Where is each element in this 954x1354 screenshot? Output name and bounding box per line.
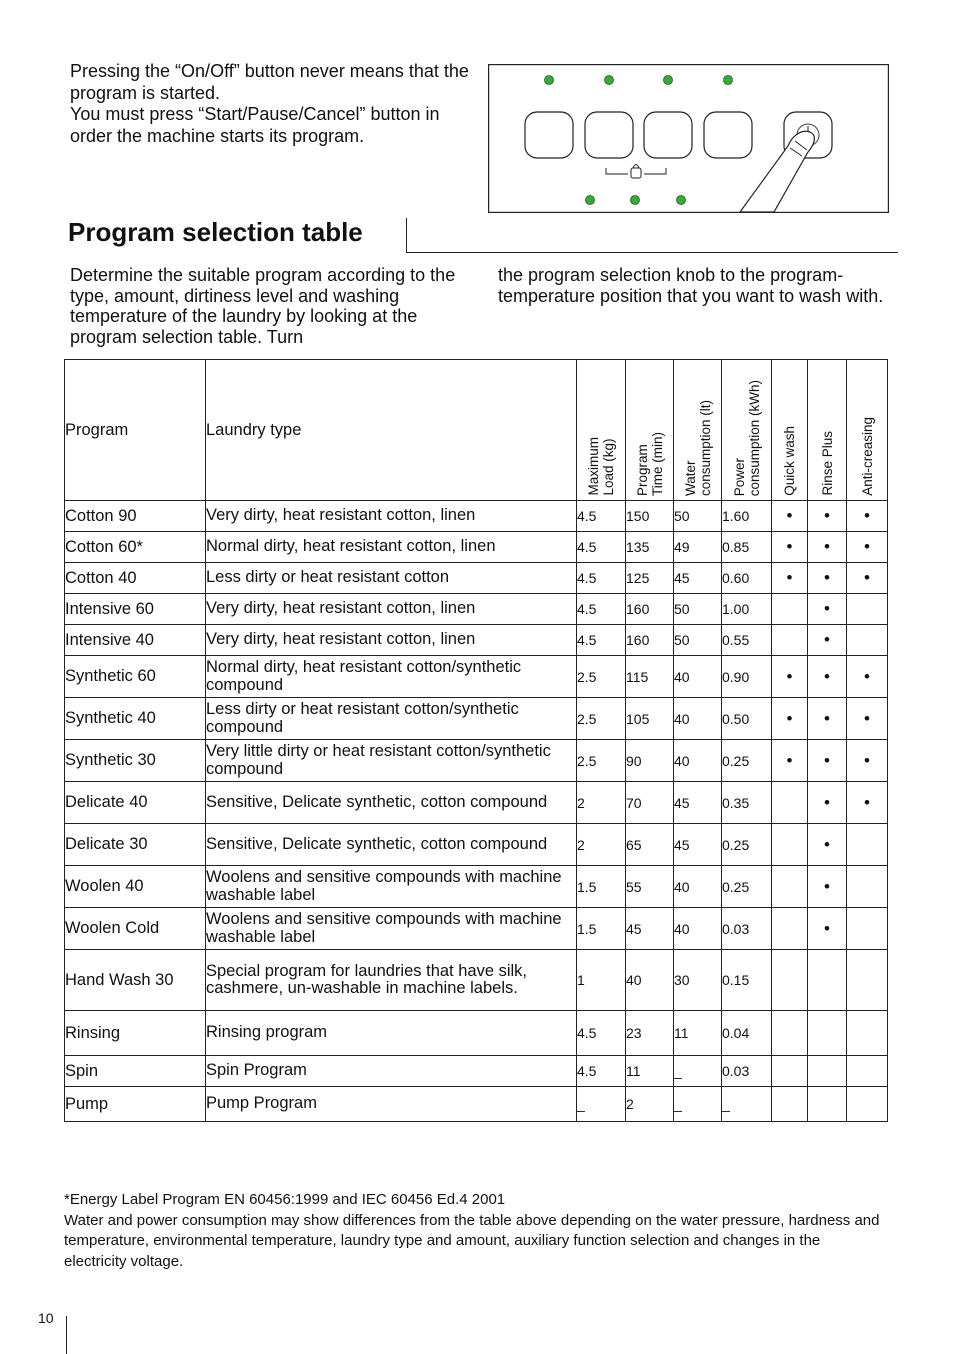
row-program: Delicate 30	[65, 824, 206, 866]
row-anti-creasing: •	[847, 656, 888, 698]
table-row	[65, 625, 888, 656]
row-quick-wash	[772, 1056, 808, 1087]
row-quick-wash	[772, 782, 808, 824]
row-program: Intensive 60	[65, 594, 206, 625]
description-right: the program selection knob to the program-temperature position that you want to wash with.	[498, 265, 884, 306]
header-program-time	[626, 360, 674, 501]
row-water: _	[674, 1087, 722, 1122]
row-max-load: 2.5	[577, 656, 626, 698]
led-indicator	[664, 76, 673, 85]
led-indicator	[605, 76, 614, 85]
row-power: 0.90	[722, 656, 772, 698]
description-left: Determine the suitable program according to the type, amount, dirtiness level and washing temperature of the laundry by looking at the program selection table. Turn	[70, 265, 456, 347]
table-row	[65, 866, 888, 908]
row-program-time: 125	[626, 563, 674, 594]
row-max-load: 1.5	[577, 866, 626, 908]
row-rinse-plus: •	[808, 740, 847, 782]
heading-rule	[406, 252, 898, 253]
row-program: Cotton 60*	[65, 532, 206, 563]
function-button	[585, 112, 633, 158]
row-laundry-type: Very little dirty or heat resistant cotton/synthetic compound	[206, 740, 577, 782]
table-row	[65, 563, 888, 594]
row-program: Cotton 90	[65, 501, 206, 532]
function-button	[704, 112, 752, 158]
row-quick-wash	[772, 625, 808, 656]
header-anti-creasing	[847, 360, 888, 501]
intro-line-2: You must press “Start/Pause/Cancel” button in order the machine starts its program.	[70, 104, 440, 146]
row-rinse-plus: •	[808, 501, 847, 532]
row-power: 0.55	[722, 625, 772, 656]
row-quick-wash	[772, 824, 808, 866]
row-anti-creasing	[847, 824, 888, 866]
row-rinse-plus: •	[808, 532, 847, 563]
header-max-load-text: Maximum Load (kg)	[586, 437, 616, 496]
row-program-time: 105	[626, 698, 674, 740]
control-panel-illustration	[488, 64, 889, 213]
row-water: 40	[674, 866, 722, 908]
page-number: 10	[38, 1310, 54, 1326]
row-max-load: 1	[577, 950, 626, 1011]
led-indicator	[545, 76, 554, 85]
row-laundry-type: Rinsing program	[206, 1011, 577, 1056]
table-row	[65, 656, 888, 698]
row-quick-wash: •	[772, 698, 808, 740]
row-anti-creasing	[847, 1087, 888, 1122]
header-power	[722, 360, 772, 501]
row-max-load: 2.5	[577, 698, 626, 740]
row-water: _	[674, 1056, 722, 1087]
row-quick-wash	[772, 908, 808, 950]
intro-text	[70, 61, 480, 147]
row-rinse-plus	[808, 950, 847, 1011]
row-program-time: 160	[626, 625, 674, 656]
row-water: 50	[674, 594, 722, 625]
header-program-time-text: Program Time (min)	[634, 432, 665, 496]
row-max-load: 1.5	[577, 908, 626, 950]
function-button	[644, 112, 692, 158]
row-quick-wash: •	[772, 532, 808, 563]
row-water: 45	[674, 563, 722, 594]
row-quick-wash: •	[772, 501, 808, 532]
row-max-load: 2	[577, 824, 626, 866]
row-power: 0.03	[722, 1056, 772, 1087]
row-anti-creasing	[847, 1011, 888, 1056]
row-max-load: 4.5	[577, 501, 626, 532]
row-program: Pump	[65, 1087, 206, 1122]
row-program-time: 160	[626, 594, 674, 625]
row-laundry-type: Sensitive, Delicate synthetic, cotton compound	[206, 824, 577, 866]
row-anti-creasing: •	[847, 563, 888, 594]
row-rinse-plus: •	[808, 656, 847, 698]
row-anti-creasing	[847, 1056, 888, 1087]
header-water	[674, 360, 722, 501]
row-program-time: 90	[626, 740, 674, 782]
table-row	[65, 594, 888, 625]
row-quick-wash	[772, 1087, 808, 1122]
row-laundry-type: Normal dirty, heat resistant cotton/synthetic compound	[206, 656, 577, 698]
row-program: Hand Wash 30	[65, 950, 206, 1011]
header-quick-wash	[772, 360, 808, 501]
row-program-time: 115	[626, 656, 674, 698]
row-power: 0.15	[722, 950, 772, 1011]
row-water: 40	[674, 908, 722, 950]
row-anti-creasing: •	[847, 532, 888, 563]
row-laundry-type: Woolens and sensitive compounds with machine washable label	[206, 866, 577, 908]
table-row	[65, 1011, 888, 1056]
row-program: Spin	[65, 1056, 206, 1087]
row-power: _	[722, 1087, 772, 1122]
row-laundry-type: Less dirty or heat resistant cotton/synthetic compound	[206, 698, 577, 740]
row-quick-wash: •	[772, 740, 808, 782]
row-water: 40	[674, 656, 722, 698]
row-rinse-plus: •	[808, 866, 847, 908]
row-power: 0.25	[722, 740, 772, 782]
row-anti-creasing: •	[847, 782, 888, 824]
row-power: 0.03	[722, 908, 772, 950]
row-water: 50	[674, 501, 722, 532]
row-max-load: 4.5	[577, 532, 626, 563]
header-max-load	[577, 360, 626, 501]
row-max-load: 4.5	[577, 1056, 626, 1087]
row-program-time: 11	[626, 1056, 674, 1087]
row-rinse-plus: •	[808, 908, 847, 950]
row-water: 45	[674, 824, 722, 866]
section-heading	[68, 216, 898, 254]
header-laundry-type: Laundry type	[206, 360, 577, 501]
header-program: Program	[65, 360, 206, 501]
header-anti-creasing-text: Anti-creasing	[859, 417, 875, 496]
row-max-load: 2	[577, 782, 626, 824]
row-program-time: 65	[626, 824, 674, 866]
row-rinse-plus: •	[808, 594, 847, 625]
row-power: 0.04	[722, 1011, 772, 1056]
row-anti-creasing	[847, 950, 888, 1011]
row-program: Rinsing	[65, 1011, 206, 1056]
page-number-bar	[66, 1316, 67, 1354]
row-max-load: _	[577, 1087, 626, 1122]
row-power: 0.60	[722, 563, 772, 594]
row-water: 40	[674, 740, 722, 782]
row-laundry-type: Sensitive, Delicate synthetic, cotton compound	[206, 782, 577, 824]
row-rinse-plus	[808, 1087, 847, 1122]
row-anti-creasing: •	[847, 698, 888, 740]
row-power: 0.25	[722, 824, 772, 866]
table-row	[65, 698, 888, 740]
function-button	[525, 112, 573, 158]
row-laundry-type: Very dirty, heat resistant cotton, linen	[206, 625, 577, 656]
program-selection-table	[64, 359, 888, 1122]
row-program-time: 150	[626, 501, 674, 532]
row-power: 0.25	[722, 866, 772, 908]
row-quick-wash: •	[772, 563, 808, 594]
row-program-time: 40	[626, 950, 674, 1011]
row-max-load: 4.5	[577, 625, 626, 656]
row-laundry-type: Special program for laundries that have silk, cashmere, un-washable in machine labels.	[206, 950, 577, 1011]
footnotes	[64, 1190, 884, 1272]
row-rinse-plus: •	[808, 824, 847, 866]
consumption-disclaimer: Water and power consumption may show differences from the table above depending on the water pressure, hardness and temperature, environmental temperature, laundry type and amount, auxiliary function selection and changes in the electricity voltage.	[64, 1211, 880, 1270]
table-row	[65, 532, 888, 563]
row-anti-creasing: •	[847, 501, 888, 532]
table-row	[65, 824, 888, 866]
row-water: 11	[674, 1011, 722, 1056]
row-program-time: 2	[626, 1087, 674, 1122]
header-water-text: Water consumption (lt)	[682, 399, 713, 496]
row-quick-wash	[772, 866, 808, 908]
row-water: 40	[674, 698, 722, 740]
row-max-load: 4.5	[577, 594, 626, 625]
row-program: Delicate 40	[65, 782, 206, 824]
table-row	[65, 1056, 888, 1087]
row-laundry-type: Normal dirty, heat resistant cotton, linen	[206, 532, 577, 563]
row-power: 0.85	[722, 532, 772, 563]
row-quick-wash	[772, 594, 808, 625]
row-program: Synthetic 40	[65, 698, 206, 740]
row-quick-wash: •	[772, 656, 808, 698]
led-indicator	[677, 196, 686, 205]
row-program: Synthetic 30	[65, 740, 206, 782]
table-row	[65, 501, 888, 532]
row-power: 1.60	[722, 501, 772, 532]
row-anti-creasing: •	[847, 740, 888, 782]
row-laundry-type: Very dirty, heat resistant cotton, linen	[206, 501, 577, 532]
table-header-row	[65, 360, 888, 501]
row-water: 45	[674, 782, 722, 824]
row-laundry-type: Spin Program	[206, 1056, 577, 1087]
row-power: 1.00	[722, 594, 772, 625]
energy-label-note: *Energy Label Program EN 60456:1999 and IEC 60456 Ed.4 2001	[64, 1191, 506, 1208]
table-row	[65, 950, 888, 1011]
led-indicator	[586, 196, 595, 205]
row-max-load: 4.5	[577, 563, 626, 594]
control-panel-drawing	[488, 64, 889, 213]
header-rinse-plus-text: Rinse Plus	[819, 431, 835, 496]
row-anti-creasing	[847, 594, 888, 625]
row-program: Cotton 40	[65, 563, 206, 594]
row-rinse-plus: •	[808, 782, 847, 824]
table-row	[65, 740, 888, 782]
row-rinse-plus	[808, 1011, 847, 1056]
row-power: 0.50	[722, 698, 772, 740]
row-laundry-type: Pump Program	[206, 1087, 577, 1122]
row-program-time: 135	[626, 532, 674, 563]
row-program: Intensive 40	[65, 625, 206, 656]
row-rinse-plus: •	[808, 563, 847, 594]
intro-line-1: Pressing the “On/Off” button never means that the program is started.	[70, 61, 469, 103]
row-max-load: 4.5	[577, 1011, 626, 1056]
row-program: Synthetic 60	[65, 656, 206, 698]
row-program-time: 70	[626, 782, 674, 824]
section-title: Program selection table	[68, 217, 363, 247]
row-rinse-plus: •	[808, 625, 847, 656]
table-row	[65, 908, 888, 950]
row-program: Woolen 40	[65, 866, 206, 908]
row-program-time: 55	[626, 866, 674, 908]
row-laundry-type: Very dirty, heat resistant cotton, linen	[206, 594, 577, 625]
row-rinse-plus: •	[808, 698, 847, 740]
led-indicator	[724, 76, 733, 85]
table-row	[65, 1087, 888, 1122]
row-program: Woolen Cold	[65, 908, 206, 950]
header-power-text: Power consumption (kWh)	[731, 379, 762, 496]
row-laundry-type: Less dirty or heat resistant cotton	[206, 563, 577, 594]
row-water: 49	[674, 532, 722, 563]
row-laundry-type: Woolens and sensitive compounds with machine washable label	[206, 908, 577, 950]
row-program-time: 45	[626, 908, 674, 950]
row-rinse-plus	[808, 1056, 847, 1087]
row-quick-wash	[772, 950, 808, 1011]
row-anti-creasing	[847, 625, 888, 656]
row-anti-creasing	[847, 866, 888, 908]
header-quick-wash-text: Quick wash	[782, 426, 797, 496]
row-water: 50	[674, 625, 722, 656]
header-rinse-plus	[808, 360, 847, 501]
led-indicator	[631, 196, 640, 205]
table-row	[65, 782, 888, 824]
row-water: 30	[674, 950, 722, 1011]
row-power: 0.35	[722, 782, 772, 824]
heading-separator	[406, 218, 407, 252]
row-program-time: 23	[626, 1011, 674, 1056]
row-quick-wash	[772, 1011, 808, 1056]
row-anti-creasing	[847, 908, 888, 950]
row-max-load: 2.5	[577, 740, 626, 782]
